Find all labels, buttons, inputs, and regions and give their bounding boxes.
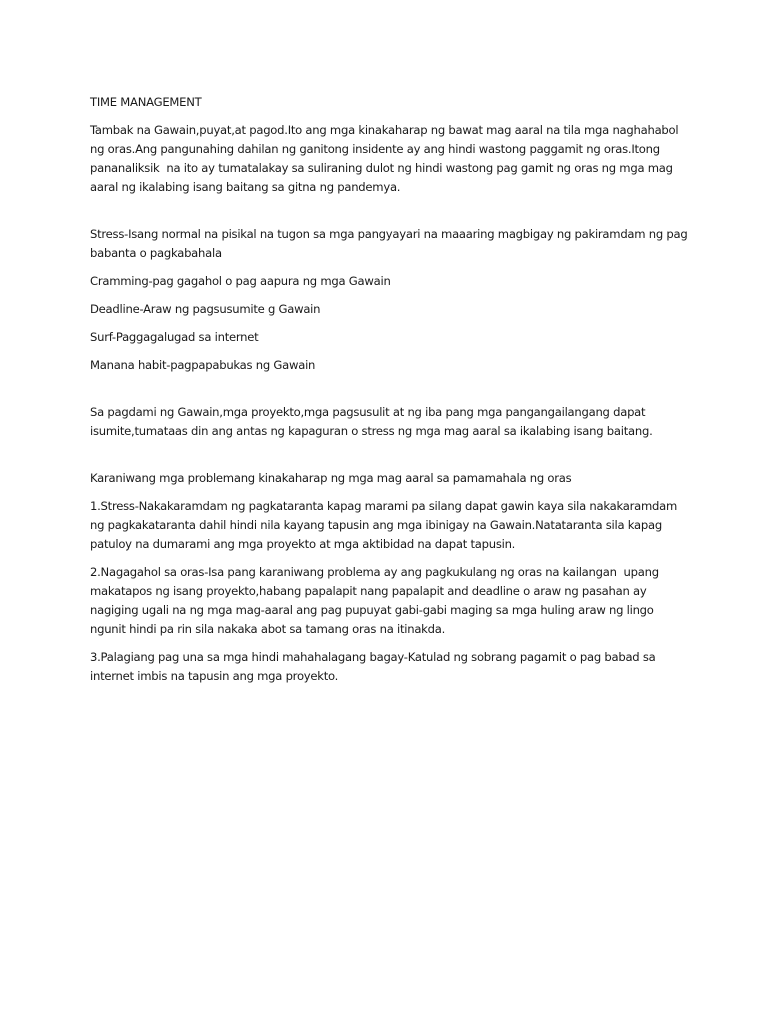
definition-cramming: Cramming-pag gagahol o pag aapura ng mga Gawain <box>90 274 391 288</box>
problem-item-2 <box>90 563 690 639</box>
intro-line: ng oras.Ang pangunahing dahilan ng ganitong insidente ay ang hindi wastong paggamit ng oras.Itong <box>90 142 660 156</box>
intro-line: Tambak na Gawain,puyat,at pagod.Ito ang mga kinakaharap ng bawat mag aaral na tila mga naghahabol <box>90 123 679 137</box>
definition-surf: Surf-Paggagalugad sa internet <box>90 330 259 344</box>
problem-line: ngunit hindi pa rin sila nakaka abot sa tamang oras na itinakda. <box>90 622 446 636</box>
summary-line: isumite,tumataas din ang antas ng kapaguran o stress ng mga mag aaral sa ikalabing isang baitang. <box>90 424 653 438</box>
problems-heading: Karaniwang mga problemang kinakaharap ng mga mag aaral sa pamamahala ng oras <box>90 471 572 485</box>
definition-deadline: Deadline-Araw ng pagsusumite g Gawain <box>90 302 321 316</box>
problem-line: 2.Nagagahol sa oras-Isa pang karaniwang problema ay ang pagkukulang ng oras na kailangan upang <box>90 565 659 579</box>
summary-line: Sa pagdami ng Gawain,mga proyekto,mga pagsusulit at ng iba pang mga pangangailangang dapat <box>90 405 646 419</box>
problem-line: internet imbis na tapusin ang mga proyekto. <box>90 669 339 683</box>
problem-item-3 <box>90 648 690 686</box>
problem-line: 3.Palagiang pag una sa mga hindi mahahalagang bagay-Katulad ng sobrang pagamit o pag babad sa <box>90 650 656 664</box>
problem-line: ng pagkakataranta dahil hindi nila kayang tapusin ang mga ibinigay na Gawain.Natataranta sila kapag <box>90 518 662 532</box>
problem-line: makatapos ng isang proyekto,habang papalapit nang papalapit and deadline o araw ng pasahan ay <box>90 584 647 598</box>
problem-item-1 <box>90 497 690 554</box>
definition-line: Stress-Isang normal na pisikal na tugon sa mga pangyayari na maaaring magbigay ng pakiramdam ng pag <box>90 227 688 241</box>
problem-line: patuloy na dumarami ang mga proyekto at mga aktibidad na dapat tapusin. <box>90 537 516 551</box>
intro-line: aaral ng ikalabing isang baitang sa gitna ng pandemya. <box>90 180 401 194</box>
document-body <box>90 93 690 686</box>
definition-manana: Manana habit-pagpapabukas ng Gawain <box>90 358 316 372</box>
intro-paragraph <box>90 121 690 197</box>
intro-line: pananaliksik na ito ay tumatalakay sa suliraning dulot ng hindi wastong pag gamit ng oras ng mga mag <box>90 161 673 175</box>
problem-line: 1.Stress-Nakakaramdam ng pagkataranta kapag marami pa silang dapat gawin kaya sila nakakaramdam <box>90 499 677 513</box>
definition-line: babanta o pagkabahala <box>90 246 222 260</box>
problem-line: nagiging ugali na ng mga mag-aaral ang pag pupuyat gabi-gabi maging sa mga huling araw ng lingo <box>90 603 654 617</box>
summary-paragraph <box>90 403 690 441</box>
document-title: TIME MANAGEMENT <box>90 95 202 109</box>
definition-stress <box>90 225 690 263</box>
